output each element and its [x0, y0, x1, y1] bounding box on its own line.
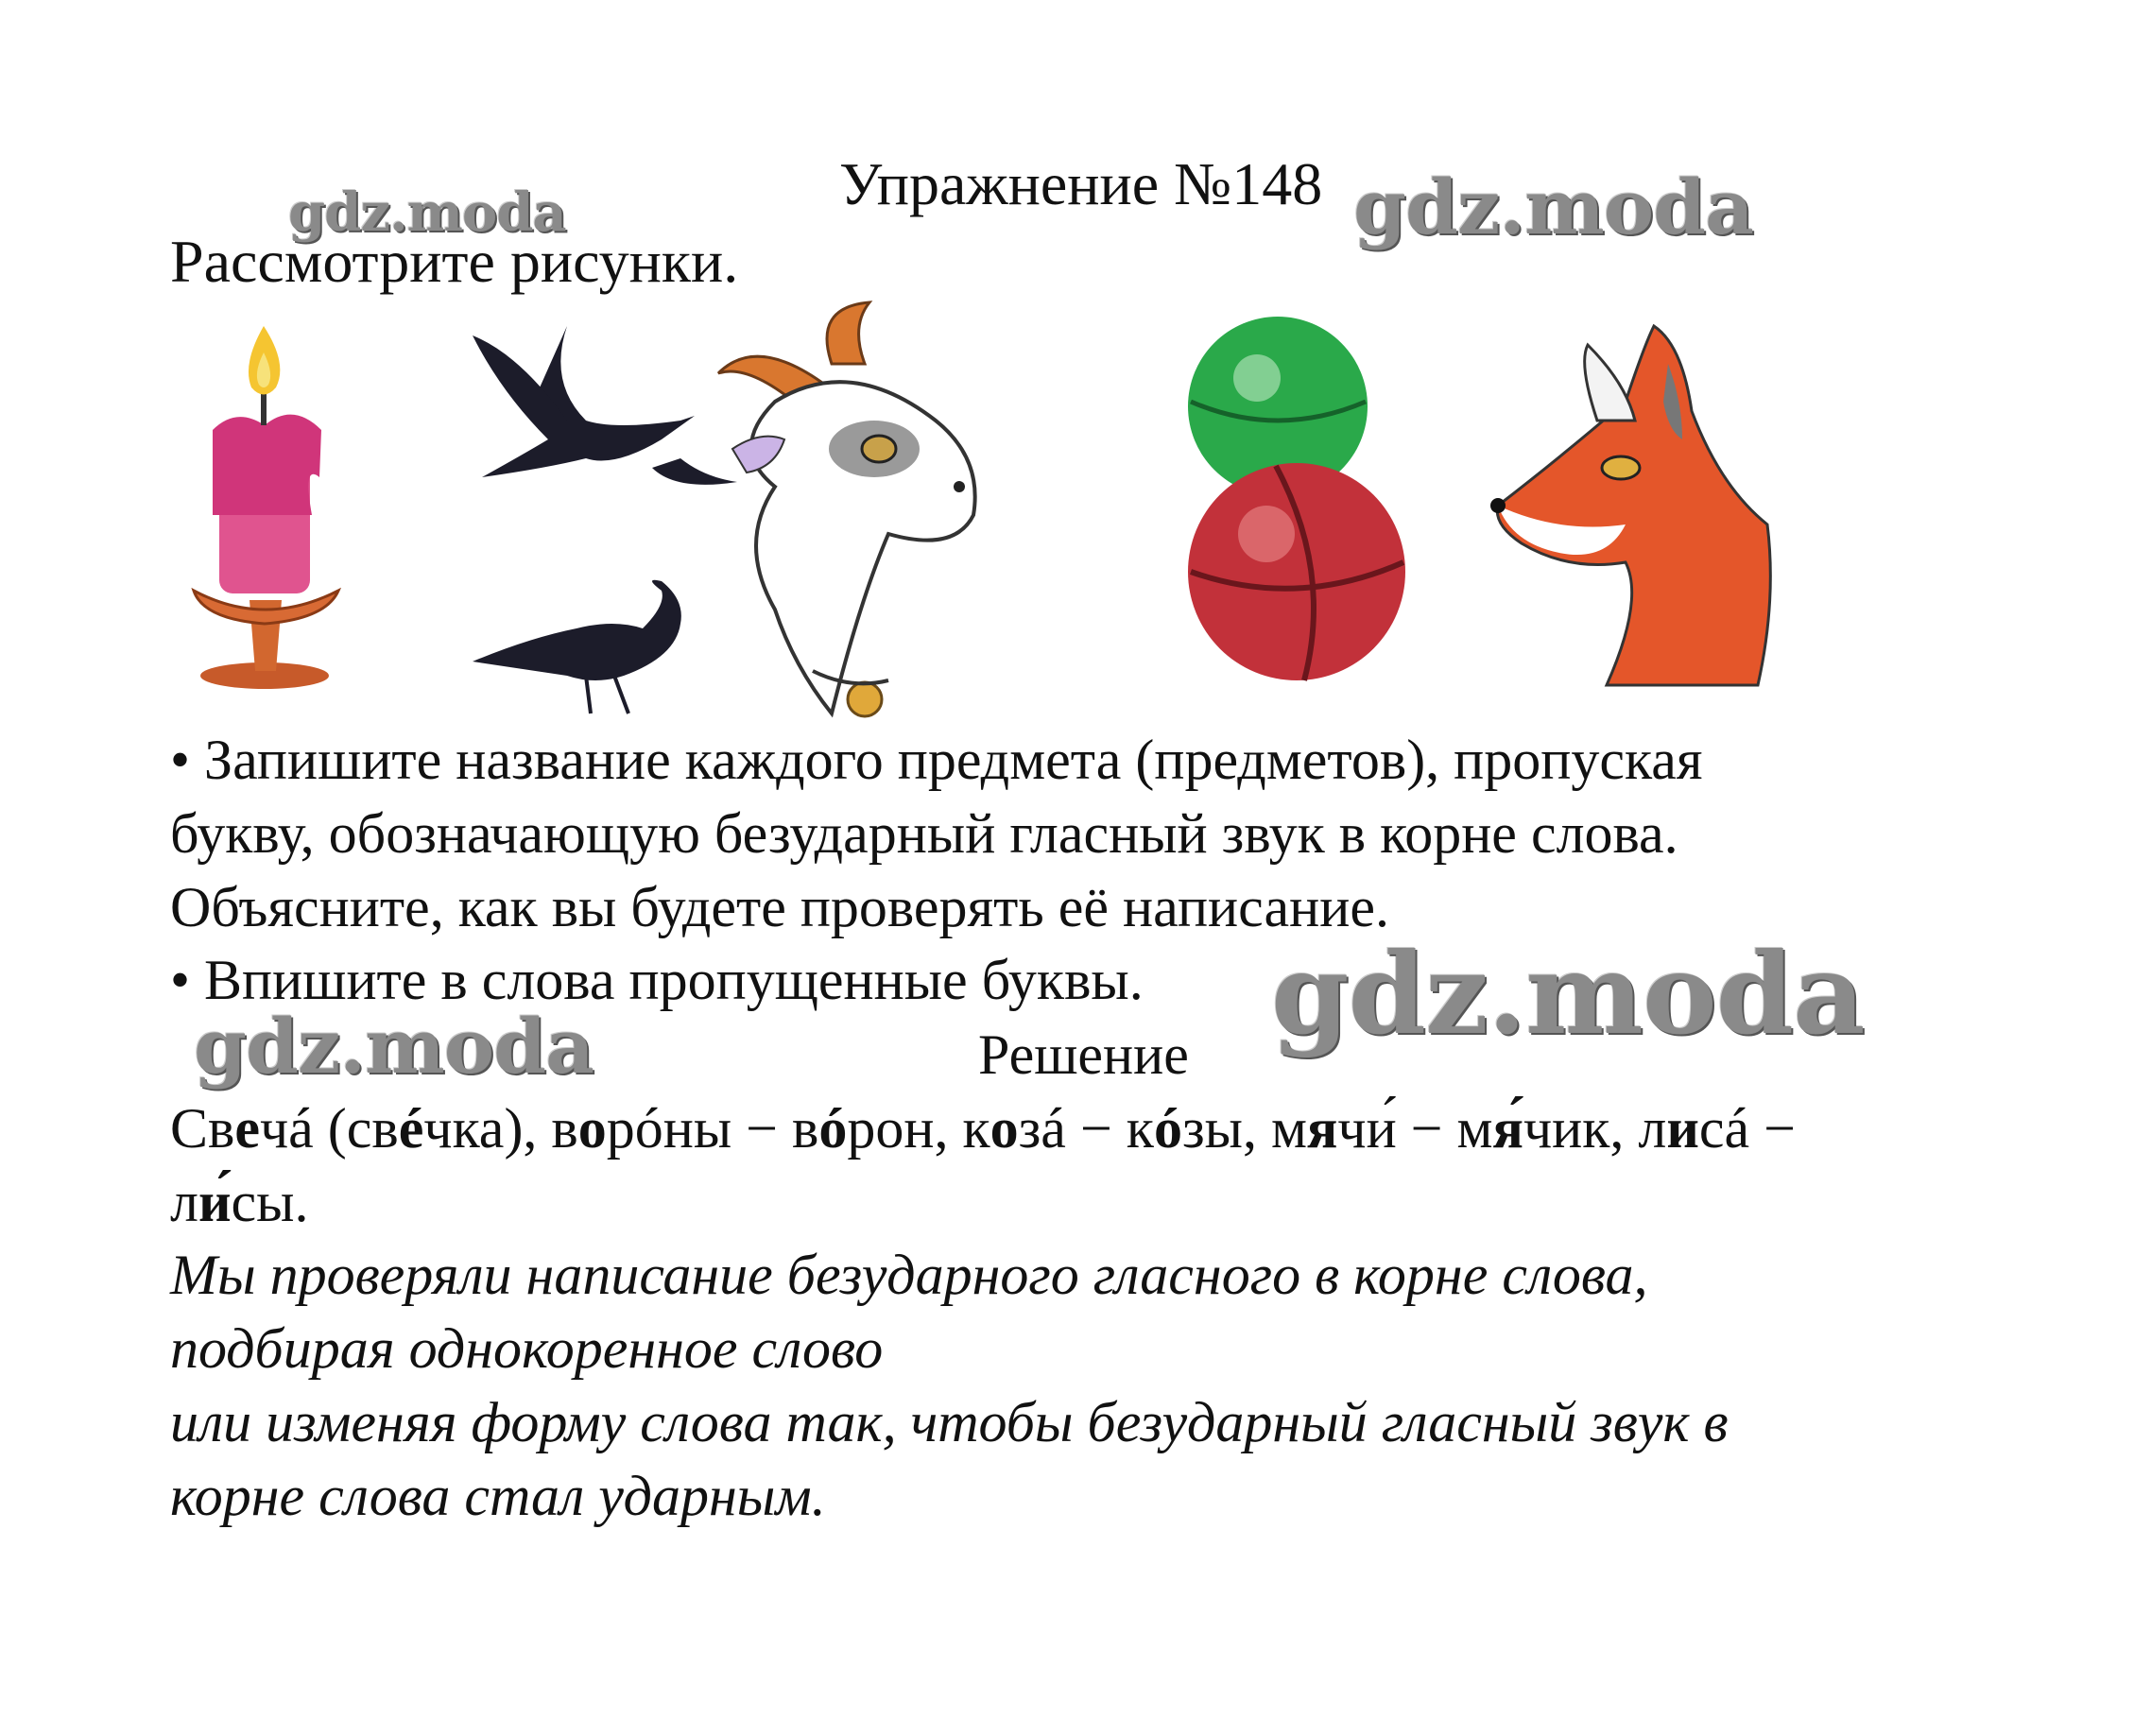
answer-bold-letter: я́ — [1492, 1097, 1523, 1160]
watermark: gdz.moda — [194, 1002, 594, 1091]
answer-bold-letter: е — [234, 1097, 260, 1160]
watermark: gdz.moda — [288, 181, 566, 244]
answer-text-segment: сы. — [231, 1171, 309, 1233]
answer-bold-letter: о — [577, 1097, 607, 1160]
answer-text-segment: зы, м — [1181, 1097, 1307, 1160]
illustration-strip — [170, 298, 1937, 723]
answer-bold-letter: é — [398, 1097, 424, 1160]
task-1-line-1: • Запишите название каждого предмета (предметов), пропуская — [170, 729, 1703, 791]
answer-text-segment: чик, л — [1523, 1097, 1667, 1160]
goat-illustration — [718, 302, 975, 716]
solution-heading: Решение — [978, 1023, 1189, 1086]
watermark: gdz.moda — [1271, 928, 1865, 1059]
answer-text-segment: чи́ − м — [1337, 1097, 1493, 1160]
task-1-line-3: Объясните, как вы будете проверять её написание. — [170, 876, 1389, 938]
explanation-line-3: или изменяя форму слова так, чтобы безударный гласный звук в — [170, 1391, 1729, 1453]
answer-text-segment: зá − к — [1018, 1097, 1154, 1160]
answer-text-segment: чá (св — [260, 1097, 399, 1160]
balls-illustration — [1188, 317, 1405, 680]
answer-text-segment: Св — [170, 1097, 235, 1160]
task-2: • Впишите в слова пропущенные буквы. — [170, 949, 1144, 1011]
answer-bold-letter: и́ — [198, 1171, 232, 1233]
page-title: Упражнение №148 — [839, 150, 1323, 217]
answer-bold-letter: ó — [1153, 1097, 1182, 1160]
answer-text-segment: л — [170, 1171, 198, 1233]
answer-bold-letter: о — [989, 1097, 1019, 1160]
answer-text-segment: рóны − в — [606, 1097, 819, 1160]
answer-text-segment: чка), в — [423, 1097, 578, 1160]
watermark: gdz.moda — [1353, 163, 1753, 251]
crows-illustration — [473, 326, 737, 713]
explanation-line-2: подбирая однокоренное слово — [170, 1317, 884, 1380]
answer-bold-letter: и — [1666, 1097, 1699, 1160]
answer-line-1 — [170, 1091, 1796, 1165]
task-1-line-2: букву, обозначающую безударный гласный звук в корне слова. — [170, 802, 1678, 865]
fox-illustration — [1490, 326, 1770, 685]
candle-illustration — [194, 326, 338, 689]
answer-bold-letter: ó — [818, 1097, 848, 1160]
answer-text-segment: рон, к — [847, 1097, 990, 1160]
answer-text-segment: сá − — [1698, 1097, 1797, 1160]
explanation-line-4: корне слова стал ударным. — [170, 1465, 826, 1527]
answer-line-2 — [170, 1165, 308, 1239]
answer-bold-letter: я — [1306, 1097, 1338, 1160]
instruction-look: Рассмотрите рисунки. — [170, 228, 739, 295]
explanation-line-1: Мы проверяли написание безударного гласного в корне слова, — [170, 1244, 1648, 1306]
